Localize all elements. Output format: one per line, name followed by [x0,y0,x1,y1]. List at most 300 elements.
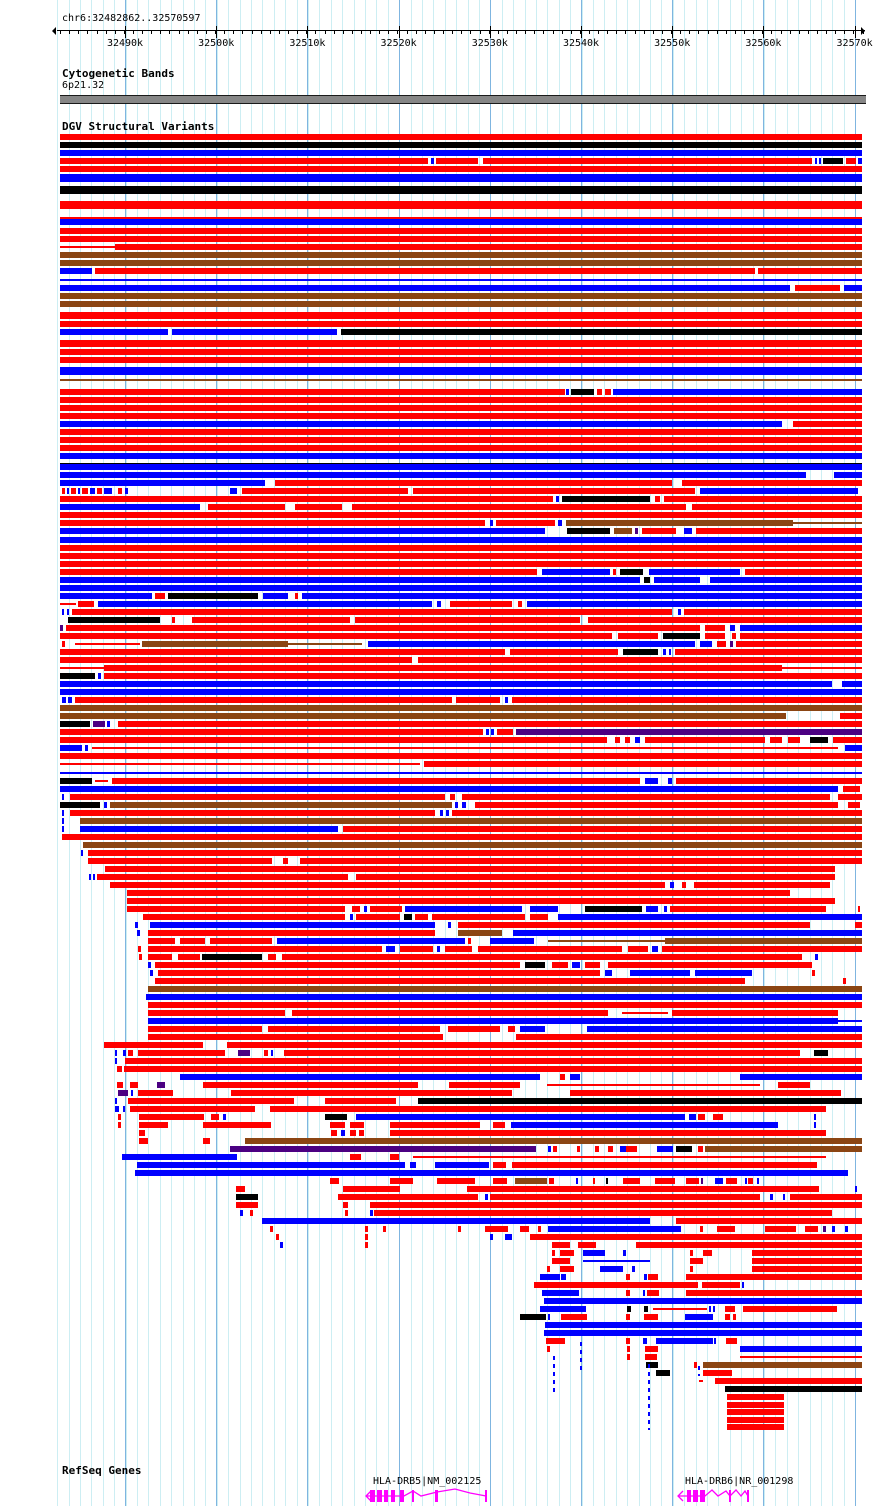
variant-bar[interactable] [71,488,76,494]
variant-bar[interactable] [122,1154,237,1160]
variant-bar[interactable] [192,617,350,623]
variant-bar[interactable] [60,341,862,347]
variant-bar[interactable] [60,545,862,551]
variant-bar[interactable] [648,1274,658,1280]
variant-bar[interactable] [662,946,862,952]
variant-bar[interactable] [97,874,348,880]
variant-bar[interactable] [814,1050,828,1056]
variant-bar[interactable] [626,1146,637,1152]
variant-bar[interactable] [60,397,862,403]
variant-bar[interactable] [60,357,862,363]
variant-bar[interactable] [736,641,862,647]
variant-bar[interactable] [493,1162,506,1168]
variant-bar[interactable] [846,158,856,164]
variant-bar[interactable] [613,569,616,575]
variant-bar[interactable] [60,657,412,663]
variant-bar[interactable] [60,203,862,209]
variant-bar[interactable] [795,285,840,291]
variant-bar[interactable] [203,1122,271,1128]
variant-bar[interactable] [752,1266,862,1272]
variant-bar[interactable] [60,228,862,234]
variant-bar[interactable] [275,480,672,486]
variant-bar[interactable] [60,367,862,375]
variant-bar[interactable] [646,906,658,912]
variant-bar[interactable] [790,1194,862,1200]
variant-bar[interactable] [268,1026,440,1032]
variant-bar[interactable] [726,1178,737,1184]
variant-bar[interactable] [515,1178,547,1184]
variant-bar[interactable] [60,236,862,242]
variant-bar[interactable] [455,802,458,808]
variant-bar[interactable] [490,1194,760,1200]
variant-bar[interactable] [236,1202,258,1208]
variant-bar[interactable] [694,882,830,888]
variant-bar[interactable] [812,970,815,976]
variant-bar[interactable] [60,504,200,510]
variant-bar[interactable] [60,260,862,266]
variant-bar[interactable] [548,1146,551,1152]
variant-bar[interactable] [148,1026,262,1032]
variant-bar[interactable] [566,389,569,395]
variant-bar[interactable] [325,1098,396,1104]
variant-bar[interactable] [150,922,435,928]
variant-bar[interactable] [110,802,452,808]
variant-bar[interactable] [593,1178,595,1184]
variant-bar[interactable] [782,667,862,669]
variant-bar[interactable] [644,577,650,583]
variant-bar[interactable] [547,1084,760,1086]
variant-bar[interactable] [432,914,525,920]
variant-bar[interactable] [88,858,272,864]
variant-bar[interactable] [60,413,862,419]
variant-bar[interactable] [104,665,782,671]
variant-bar[interactable] [410,1162,416,1168]
variant-bar[interactable] [810,737,828,743]
variant-bar[interactable] [124,1066,862,1072]
variant-bar[interactable] [350,914,353,920]
variant-bar[interactable] [552,962,568,968]
variant-bar[interactable] [547,1346,550,1352]
variant-bar[interactable] [60,186,862,194]
variant-bar[interactable] [512,1162,817,1168]
variant-bar[interactable] [663,649,666,655]
variant-bar[interactable] [115,1106,119,1112]
variant-bar[interactable] [561,1274,566,1280]
variant-bar[interactable] [236,1186,245,1192]
variant-bar[interactable] [702,1282,740,1288]
variant-bar[interactable] [227,1042,862,1048]
variant-bar[interactable] [627,1346,630,1352]
variant-bar[interactable] [626,1338,630,1344]
variant-bar[interactable] [60,802,100,808]
variant-bar[interactable] [643,1338,647,1344]
variant-bar[interactable] [618,633,658,639]
variant-bar[interactable] [107,721,110,727]
variant-bar[interactable] [715,1378,862,1384]
variant-bar[interactable] [518,601,522,607]
variant-bar[interactable] [698,1146,703,1152]
variant-bar[interactable] [365,1226,368,1232]
variant-bar[interactable] [578,1242,596,1248]
variant-bar[interactable] [558,914,862,920]
variant-bar[interactable] [356,914,400,920]
variant-bar[interactable] [168,593,258,599]
variant-bar[interactable] [656,1338,713,1344]
variant-bar[interactable] [516,729,862,735]
variant-bar[interactable] [295,593,298,599]
gene-model[interactable] [366,1489,486,1502]
variant-bar[interactable] [703,1250,712,1256]
variant-bar[interactable] [60,321,862,327]
variant-bar[interactable] [560,1250,574,1256]
variant-bar[interactable] [626,1314,630,1320]
variant-bar[interactable] [137,1162,405,1168]
variant-bar[interactable] [155,593,165,599]
variant-bar[interactable] [142,641,288,647]
variant-bar[interactable] [670,882,674,888]
variant-bar[interactable] [448,1026,500,1032]
variant-bar[interactable] [458,930,502,936]
variant-bar[interactable] [66,625,700,631]
variant-bar[interactable] [230,1146,536,1152]
variant-bar[interactable] [60,713,786,719]
variant-bar[interactable] [654,577,700,583]
variant-bar[interactable] [695,970,752,976]
variant-bar[interactable] [696,528,862,534]
variant-bar[interactable] [793,522,862,524]
variant-bar[interactable] [98,673,101,679]
variant-bar[interactable] [263,593,288,599]
variant-bar[interactable] [92,747,838,749]
variant-bar[interactable] [413,1156,826,1158]
variant-bar[interactable] [236,1194,258,1200]
variant-bar[interactable] [60,437,862,443]
variant-bar[interactable] [553,1146,557,1152]
variant-bar[interactable] [104,673,862,679]
variant-bar[interactable] [72,609,672,615]
variant-bar[interactable] [118,1114,121,1120]
variant-bar[interactable] [705,1146,862,1152]
variant-bar[interactable] [148,986,862,992]
variant-bar[interactable] [732,633,736,639]
variant-bar[interactable] [689,1114,696,1120]
variant-bar[interactable] [493,1122,505,1128]
variant-bar[interactable] [572,962,580,968]
variant-bar[interactable] [135,922,138,928]
variant-bar[interactable] [370,1202,862,1208]
variant-bar[interactable] [614,528,632,534]
variant-bar[interactable] [505,697,508,703]
variant-bar[interactable] [60,772,862,774]
variant-bar[interactable] [83,842,862,848]
variant-bar[interactable] [649,569,740,575]
variant-bar[interactable] [450,601,512,607]
variant-bar[interactable] [520,1226,529,1232]
variant-bar[interactable] [814,1114,816,1120]
variant-bar[interactable] [352,504,686,510]
variant-bar[interactable] [823,158,843,164]
variant-bar[interactable] [60,246,115,248]
variant-bar[interactable] [127,906,345,912]
variant-bar[interactable] [90,488,95,494]
variant-bar[interactable] [60,405,862,411]
variant-bar[interactable] [727,1394,784,1400]
variant-bar[interactable] [740,1356,862,1358]
variant-bar[interactable] [112,778,640,784]
variant-bar[interactable] [60,585,862,591]
variant-bar[interactable] [355,617,580,623]
variant-bar[interactable] [684,609,862,615]
variant-bar[interactable] [644,1314,658,1320]
variant-bar[interactable] [300,858,862,864]
variant-bar[interactable] [60,279,862,281]
variant-bar[interactable] [128,1098,294,1104]
variant-bar[interactable] [699,1380,703,1382]
variant-bar[interactable] [158,970,600,976]
variant-bar[interactable] [652,946,658,952]
variant-bar[interactable] [516,1034,862,1040]
variant-bar[interactable] [270,1106,826,1112]
variant-bar[interactable] [75,643,140,645]
variant-bar[interactable] [717,641,726,647]
variant-bar[interactable] [684,528,692,534]
variant-bar[interactable] [627,1306,631,1312]
variant-bar[interactable] [343,1186,400,1192]
variant-bar[interactable] [485,1194,488,1200]
variant-bar[interactable] [622,1012,668,1014]
variant-bar[interactable] [62,697,66,703]
variant-bar[interactable] [752,1250,862,1256]
variant-bar[interactable] [855,1186,857,1192]
variant-bar[interactable] [368,641,695,647]
variant-bar[interactable] [468,938,471,944]
variant-bar[interactable] [534,1282,698,1288]
variant-bar[interactable] [620,569,643,575]
variant-bar[interactable] [130,1082,138,1088]
variant-bar[interactable] [415,914,428,920]
variant-bar[interactable] [682,480,862,486]
variant-bar[interactable] [270,1226,273,1232]
variant-bar[interactable] [85,745,88,751]
variant-bar[interactable] [390,1154,399,1160]
variant-bar[interactable] [245,1138,862,1144]
variant-bar[interactable] [605,970,612,976]
variant-bar[interactable] [60,537,862,543]
variant-bar[interactable] [493,1178,507,1184]
variant-bar[interactable] [118,1122,121,1128]
variant-bar[interactable] [60,593,152,599]
variant-bar[interactable] [815,954,818,960]
variant-bar[interactable] [238,1050,250,1056]
variant-bar[interactable] [143,914,345,920]
variant-bar[interactable] [626,1290,630,1296]
variant-bar[interactable] [765,1226,796,1232]
variant-bar[interactable] [462,794,830,800]
variant-bar[interactable] [115,1050,117,1056]
variant-bar[interactable] [60,166,862,172]
variant-bar[interactable] [104,488,112,494]
variant-bar[interactable] [635,528,638,534]
variant-bar[interactable] [60,252,862,258]
variant-bar[interactable] [664,496,862,502]
variant-bar[interactable] [284,1050,800,1056]
variant-bar[interactable] [694,1362,697,1368]
variant-bar[interactable] [390,1178,413,1184]
variant-bar[interactable] [343,826,862,832]
variant-bar[interactable] [418,1098,862,1104]
variant-bar[interactable] [725,1306,735,1312]
variant-bar[interactable] [556,496,559,502]
variant-bar[interactable] [345,1210,348,1216]
variant-bar[interactable] [157,1082,165,1088]
variant-bar[interactable] [834,472,862,478]
variant-bar[interactable] [636,1242,862,1248]
variant-bar[interactable] [692,504,862,510]
variant-bar[interactable] [700,488,858,494]
variant-bar[interactable] [615,737,620,743]
variant-bar[interactable] [558,520,562,526]
variant-bar[interactable] [60,174,862,182]
variant-bar[interactable] [587,1026,862,1032]
variant-bar[interactable] [456,697,500,703]
variant-bar[interactable] [703,1370,732,1376]
variant-bar[interactable] [60,778,92,784]
variant-bar[interactable] [745,1178,747,1184]
variant-bar[interactable] [585,906,642,912]
variant-bar[interactable] [552,1250,555,1256]
variant-bar[interactable] [623,1250,626,1256]
variant-bar[interactable] [118,488,122,494]
variant-bar[interactable] [203,1082,418,1088]
variant-bar[interactable] [60,329,168,335]
variant-bar[interactable] [647,1290,659,1296]
variant-bar[interactable] [547,1266,550,1272]
variant-bar[interactable] [452,810,862,816]
variant-bar[interactable] [546,1338,565,1344]
variant-bar[interactable] [359,1130,364,1136]
variant-bar[interactable] [230,488,237,494]
variant-bar[interactable] [325,1114,347,1120]
variant-bar[interactable] [700,641,712,647]
variant-bar[interactable] [60,673,95,679]
variant-bar[interactable] [525,962,545,968]
variant-bar[interactable] [653,1308,707,1310]
variant-bar[interactable] [676,778,862,784]
variant-bar[interactable] [570,1090,841,1096]
variant-bar[interactable] [717,1226,735,1232]
variant-bar[interactable] [60,285,790,291]
variant-bar[interactable] [148,954,172,960]
variant-bar[interactable] [95,268,755,274]
variant-bar[interactable] [330,1122,345,1128]
variant-bar[interactable] [424,761,862,767]
variant-bar[interactable] [125,1058,862,1064]
variant-bar[interactable] [62,609,64,615]
variant-bar[interactable] [413,488,695,494]
variant-bar[interactable] [644,1306,648,1312]
variant-bar[interactable] [458,922,810,928]
variant-bar[interactable] [148,1002,862,1008]
variant-bar[interactable] [709,1306,711,1312]
variant-bar[interactable] [645,778,658,784]
variant-bar[interactable] [110,882,665,888]
variant-bar[interactable] [843,978,846,984]
variant-bar[interactable] [448,922,451,928]
variant-bar[interactable] [571,389,594,395]
variant-bar[interactable] [713,1306,715,1312]
variant-bar[interactable] [748,1178,753,1184]
variant-bar[interactable] [527,601,862,607]
variant-bar[interactable] [264,1050,268,1056]
variant-bar[interactable] [80,818,862,824]
variant-bar[interactable] [115,1098,117,1104]
variant-bar[interactable] [60,553,862,559]
variant-bar[interactable] [178,954,200,960]
variant-bar[interactable] [128,1050,133,1056]
variant-bar[interactable] [62,826,64,832]
variant-bar[interactable] [644,1274,647,1280]
variant-bar[interactable] [365,1234,368,1240]
variant-bar[interactable] [855,922,862,928]
variant-bar[interactable] [292,1010,608,1016]
variant-bar[interactable] [148,930,435,936]
variant-bar[interactable] [283,858,288,864]
variant-bar[interactable] [478,946,622,952]
variant-bar[interactable] [475,802,838,808]
gene-models[interactable] [0,1488,890,1506]
variant-bar[interactable] [60,453,862,459]
variant-bar[interactable] [277,938,465,944]
variant-bar[interactable] [848,802,860,808]
variant-bar[interactable] [690,1250,693,1256]
variant-bar[interactable] [505,1234,512,1240]
variant-bar[interactable] [462,802,466,808]
variant-bar[interactable] [858,158,862,164]
variant-bar[interactable] [656,1370,670,1376]
variant-bar[interactable] [560,1074,565,1080]
variant-bar[interactable] [665,938,862,944]
variant-bar[interactable] [95,780,108,782]
variant-bar[interactable] [60,429,862,435]
variant-bar[interactable] [740,1074,862,1080]
variant-bar[interactable] [815,158,817,164]
variant-bar[interactable] [97,488,102,494]
cytoband-bar[interactable] [60,95,866,104]
variant-bar[interactable] [62,810,64,816]
variant-bar[interactable] [583,1250,605,1256]
variant-bar[interactable] [613,389,862,395]
variant-bar[interactable] [703,1362,862,1368]
variant-bar[interactable] [595,1146,599,1152]
variant-bar[interactable] [512,697,862,703]
variant-bar[interactable] [608,1146,613,1152]
variant-bar[interactable] [490,938,534,944]
variant-bar[interactable] [60,753,862,759]
variant-bar[interactable] [701,1178,703,1184]
variant-bar[interactable] [60,134,862,140]
variant-bar[interactable] [655,496,660,502]
variant-bar[interactable] [548,940,665,942]
variant-bar[interactable] [545,1322,862,1328]
variant-bar[interactable] [538,1226,541,1232]
variant-bar[interactable] [211,1114,219,1120]
variant-bar[interactable] [118,1090,128,1096]
variant-bar[interactable] [139,1138,148,1144]
variant-bar[interactable] [730,641,733,647]
variant-bar[interactable] [280,1242,283,1248]
variant-bar[interactable] [89,874,91,880]
variant-bar[interactable] [60,464,862,470]
